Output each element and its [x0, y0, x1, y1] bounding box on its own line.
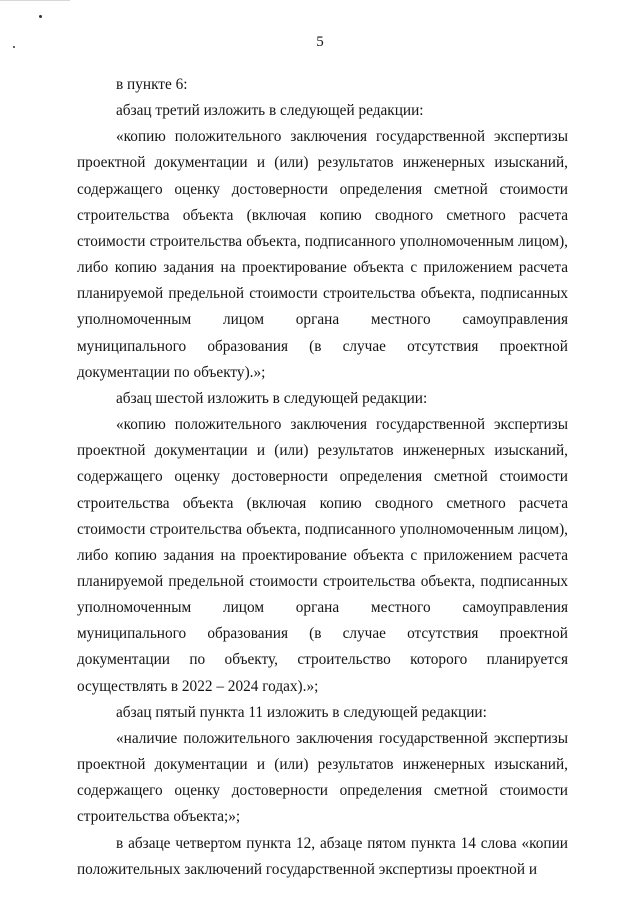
scan-speck: [39, 15, 42, 18]
paragraph: абзац пятый пункта 11 изложить в следующей редакции:: [116, 703, 487, 721]
scan-edge-line: [0, 0, 70, 1]
paragraph: абзац третий изложить в следующей редакции:: [116, 102, 424, 120]
paragraph: абзац шестой изложить в следующей редакции:: [116, 389, 428, 407]
paragraph: в абзаце четвертом пункта 12, абзаце пятом пункта 14 слова «копии положительных заключений государственной экспертизы проектной и: [77, 834, 568, 878]
paragraph: «копию положительного заключения государственной экспертизы проектной документации и (или) результатов инженерных изысканий, содержащего оценку достоверности определения сметной стоимости строительства объекта (включая копию сводного сметного расчета стоимости строительства объекта, подписанного уполномоченным лицом), либо копию задания на проектирование объекта с приложением расчета планируемой предельной стоимости строительства объекта, подписанных уполномоченным лицом органа местного самоуправления муниципального образования (в случае отсутствия проектной документации по объекту).»;: [77, 128, 568, 381]
paragraph: «наличие положительного заключения государственной экспертизы проектной документации и (или) результатов инженерных изысканий, содержащего оценку достоверности определения сметной стоимости строительства объекта;»;: [77, 729, 568, 826]
page-number: 5: [316, 34, 324, 50]
paragraph: «копию положительного заключения государственной экспертизы проектной документации и (или) результатов инженерных изысканий, содержащего оценку достоверности определения сметной стоимости строительства объекта (включая копию сводного сметного расчета стоимости строительства объекта, подписанного уполномоченным лицом), либо копию задания на проектирование объекта с приложением расчета планируемой предельной стоимости строительства объекта, подписанных уполномоченным лицом органа местного самоуправления муниципального образования (в случае отсутствия проектной документации по объекту, строительство которого планируется осуществлять в 2022 – 2024 годах).»;: [77, 416, 568, 695]
document-body: [77, 72, 568, 883]
paragraph: в пункте 6:: [116, 76, 188, 93]
